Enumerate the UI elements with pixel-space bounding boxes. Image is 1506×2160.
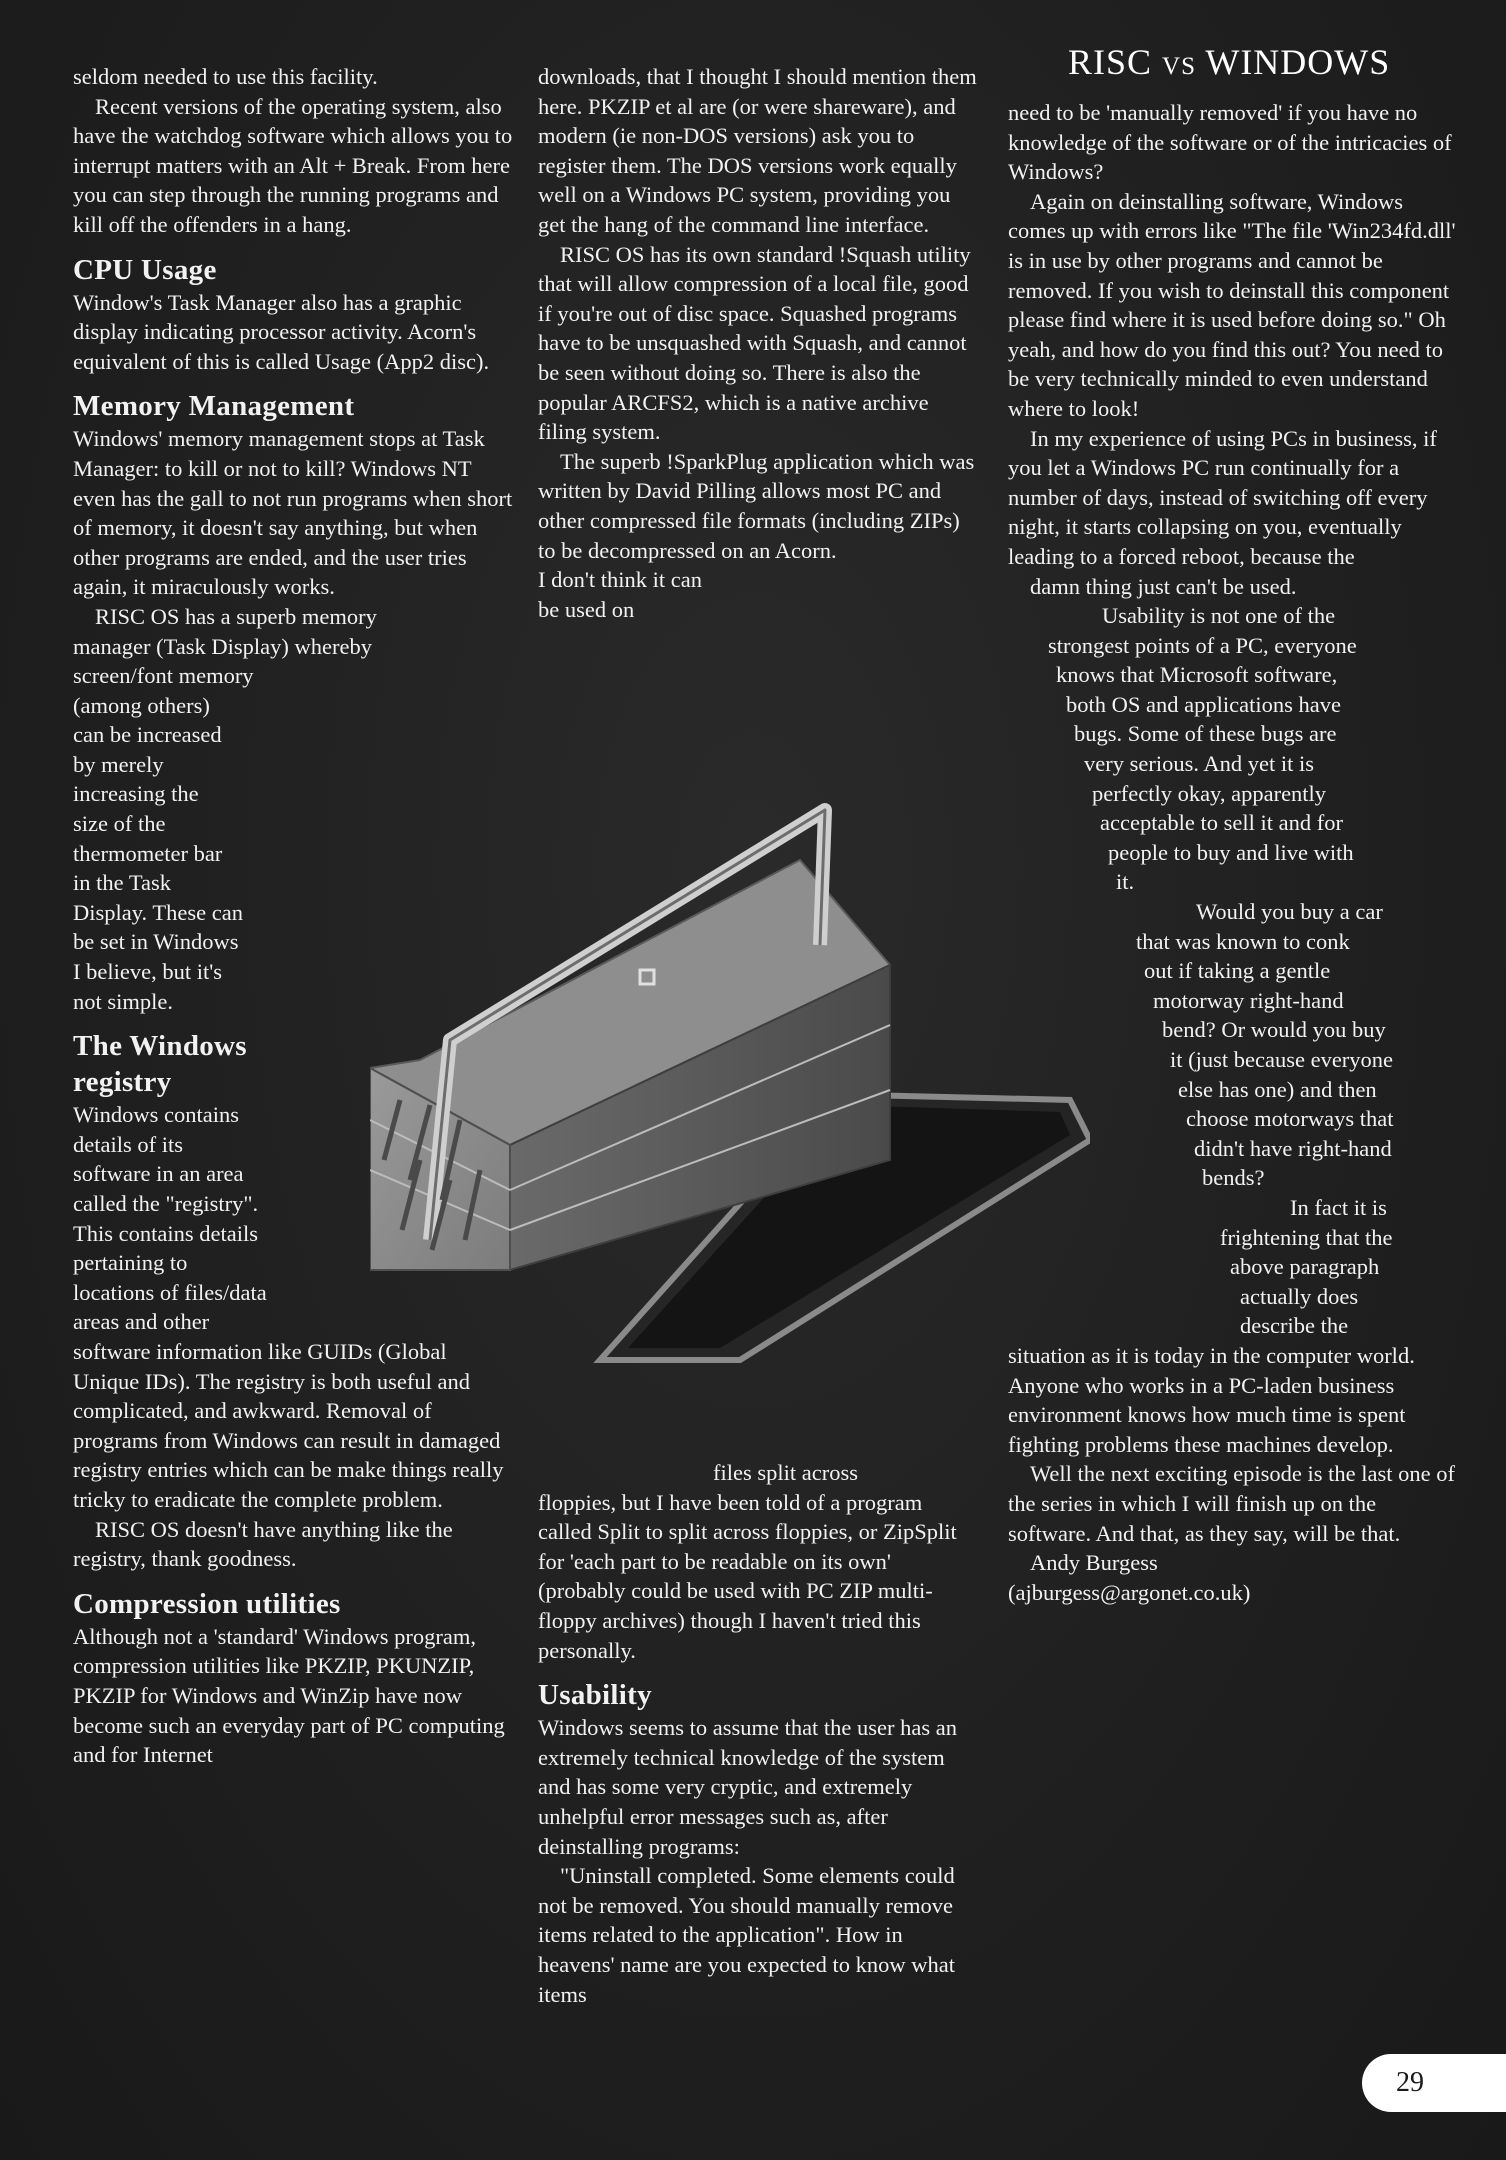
text-line: files split across [713, 1460, 858, 1485]
text-line: it. [1116, 869, 1135, 895]
paragraph: need to be 'manually removed' if you have no knowledge of the software or of the intricacies of Windows? [1008, 100, 1452, 185]
text-line: software in an area [73, 1161, 244, 1187]
author-email: (ajburgess@argonet.co.uk) [1008, 1579, 1251, 1605]
paragraph: In my experience of using PCs in business, if you let a Windows PC run continually for a number of days, instead of switching off every night, it starts collapsing on you, eventually leading to a forced reboot, because the [1008, 425, 1437, 569]
paragraph: Window's Task Manager also has a graphic display indicating processor activity. Acorn's equivalent of this is called Usage (App2 disc). [73, 289, 490, 374]
text-line: bend? Or would you buy [1162, 1017, 1386, 1043]
text-line: Windows contains [73, 1102, 239, 1128]
paragraph: RISC OS doesn't have anything like the registry, thank goodness. [73, 1516, 453, 1572]
heading-compression-utilities: Compression utilities [73, 1587, 341, 1620]
heading-memory-management: Memory Management [73, 390, 355, 423]
paragraph: The superb !SparkPlug application which was written by David Pilling allows most PC and other compressed file formats (including ZIPs) to be decompressed on an Acorn. [538, 448, 975, 563]
text-line: strongest points of a PC, everyone [1048, 632, 1357, 658]
paragraph: RISC OS has its own standard !Squash utility that will allow compression of a local file, good if you're out of disc space. Squashed programs have to be unsquashed with Squash, and cannot be seen without doing so. There is also the popular ARCFS2, which is a native archive filing system. [538, 241, 971, 445]
text-line: In fact it is [1290, 1194, 1387, 1220]
heading-line: registry [73, 1066, 172, 1099]
text-line: be used on [538, 596, 635, 622]
heading-cpu-usage: CPU Usage [73, 253, 217, 286]
text-line: both OS and applications have [1066, 691, 1341, 717]
text-line: very serious. And yet it is [1084, 751, 1314, 777]
text-line: size of the [73, 811, 166, 837]
column-3 [1008, 98, 1456, 1607]
text-line: increasing the [73, 781, 199, 807]
paragraph: software information like GUIDs (Global Unique IDs). The registry is both useful and complicated, and awkward. Removal of programs from Windows can result in damaged registry entries which can be make things really tricky to eradicate the complete problem. [73, 1338, 504, 1512]
column-2-bottom [538, 1458, 978, 2009]
paragraph: Windows' memory management stops at Task Manager: to kill or not to kill? Windows NT even has the gall to not run programs when short of memory, it doesn't say anything, but when other programs are ended, and the user tries again, it miraculously works. [73, 426, 513, 600]
text-line: be set in Windows [73, 929, 239, 955]
paragraph: floppies, but I have been told of a program called Split to split across floppies, or ZipSplit for 'each part to be readable on its own' (probably could be used with PC ZIP multi-floppy archives) though I haven't tried this personally. [538, 1489, 957, 1663]
paragraph: downloads, that I thought I should mention them here. PKZIP et al are (or were shareware), and modern (ie non-DOS versions) ask you to register them. The DOS versions work equally well on a Windows PC system, providing you get the hang of the command line interface. [538, 64, 977, 237]
paragraph: Recent versions of the operating system, also have the watchdog software which allows you to interrupt matters with an Alt + Break. From here you can step through the running programs and kill off the offenders in a hang. [73, 93, 513, 237]
text-line: not simple. [73, 988, 173, 1014]
section-title: RISC vs WINDOWS [1068, 42, 1391, 82]
text-line: that was known to conk [1136, 928, 1350, 954]
text-line: else has one) and then [1178, 1076, 1377, 1102]
text-line: pertaining to [73, 1250, 188, 1276]
column-1 [73, 62, 513, 1770]
heading-line: The Windows [73, 1030, 247, 1063]
text-line: bends? [1202, 1165, 1265, 1191]
text-line: areas and other [73, 1309, 210, 1335]
text-line: perfectly okay, apparently [1092, 780, 1327, 806]
text-line: locations of files/data [73, 1279, 267, 1305]
paragraph: Although not a 'standard' Windows program, compression utilities like PKZIP, PKUNZIP, PKZIP for Windows and WinZip have now become such an everyday part of PC computing and for Internet [73, 1623, 505, 1768]
paragraph: Windows seems to assume that the user has an extremely technical knowledge of the system and has some very cryptic, and extremely unhelpful error messages such as, after deinstalling programs: [538, 1715, 958, 1859]
text-line: Display. These can [73, 899, 243, 925]
heading-windows-registry [73, 1028, 513, 1100]
text-line: I don't think it can [538, 567, 703, 593]
text-line: details of its [73, 1131, 183, 1157]
heading-usability: Usability [538, 1679, 652, 1712]
text-line: thermometer bar [73, 840, 223, 866]
page-number: 29 [1362, 2054, 1506, 2112]
column-2-top [538, 62, 978, 624]
text-line: (among others) [73, 692, 210, 718]
text-line: Usability is not one of the [1102, 603, 1336, 629]
paragraph: "Uninstall completed. Some elements could not be removed. You should manually remove items related to the application". How in heavens' name are you expected to know what items [538, 1863, 956, 2007]
text-line: bugs. Some of these bugs are [1074, 721, 1337, 747]
text-line: damn thing just can't be used. [1030, 573, 1297, 599]
text-line: by merely [73, 751, 164, 777]
text-line: Would you buy a car [1196, 899, 1383, 925]
text-line: people to buy and live with [1108, 839, 1354, 865]
text-line: choose motorways that [1186, 1106, 1394, 1132]
text-line: can be increased [73, 722, 222, 748]
text-line: This contains details [73, 1220, 258, 1246]
text-line: I believe, but it's [73, 959, 223, 985]
text-line: in the Task [73, 870, 171, 896]
paragraph: Well the next exciting episode is the last one of the series in which I will finish up on the software. And that, as they say, will be that. [1008, 1461, 1455, 1546]
paragraph: Again on deinstalling software, Windows comes up with errors like "The file 'Win234fd.dll' is in use by other programs and cannot be removed. If you wish to deinstall this component please find where it is used before doing so." Oh yeah, and how do you find this out? You need to be very technically minded to even understand where to look! [1008, 188, 1456, 421]
text-line: knows that Microsoft software, [1056, 662, 1338, 688]
text-line: called the "registry". [73, 1191, 259, 1216]
text-line: didn't have right-hand [1194, 1135, 1392, 1161]
author-name: Andy Burgess [1030, 1550, 1158, 1576]
text-line: describe the [1240, 1313, 1349, 1339]
text-line: acceptable to sell it and for [1100, 810, 1344, 836]
text-line: frightening that the [1220, 1224, 1393, 1250]
paragraph: situation as it is today in the computer world. Anyone who works in a PC-laden business environment knows how much time is spent fighting problems these machines develop. [1008, 1342, 1415, 1457]
text-line: RISC OS has a superb memory [95, 603, 377, 629]
text-line: motorway right-hand [1153, 987, 1344, 1013]
text-line: manager (Task Display) whereby [73, 633, 372, 659]
paragraph: seldom needed to use this facility. [73, 64, 378, 89]
text-line: actually does [1240, 1283, 1359, 1309]
text-line: out if taking a gentle [1144, 958, 1331, 984]
text-line: above paragraph [1230, 1254, 1380, 1280]
text-line: it (just because everyone [1170, 1047, 1394, 1072]
text-line: screen/font memory [73, 663, 254, 689]
